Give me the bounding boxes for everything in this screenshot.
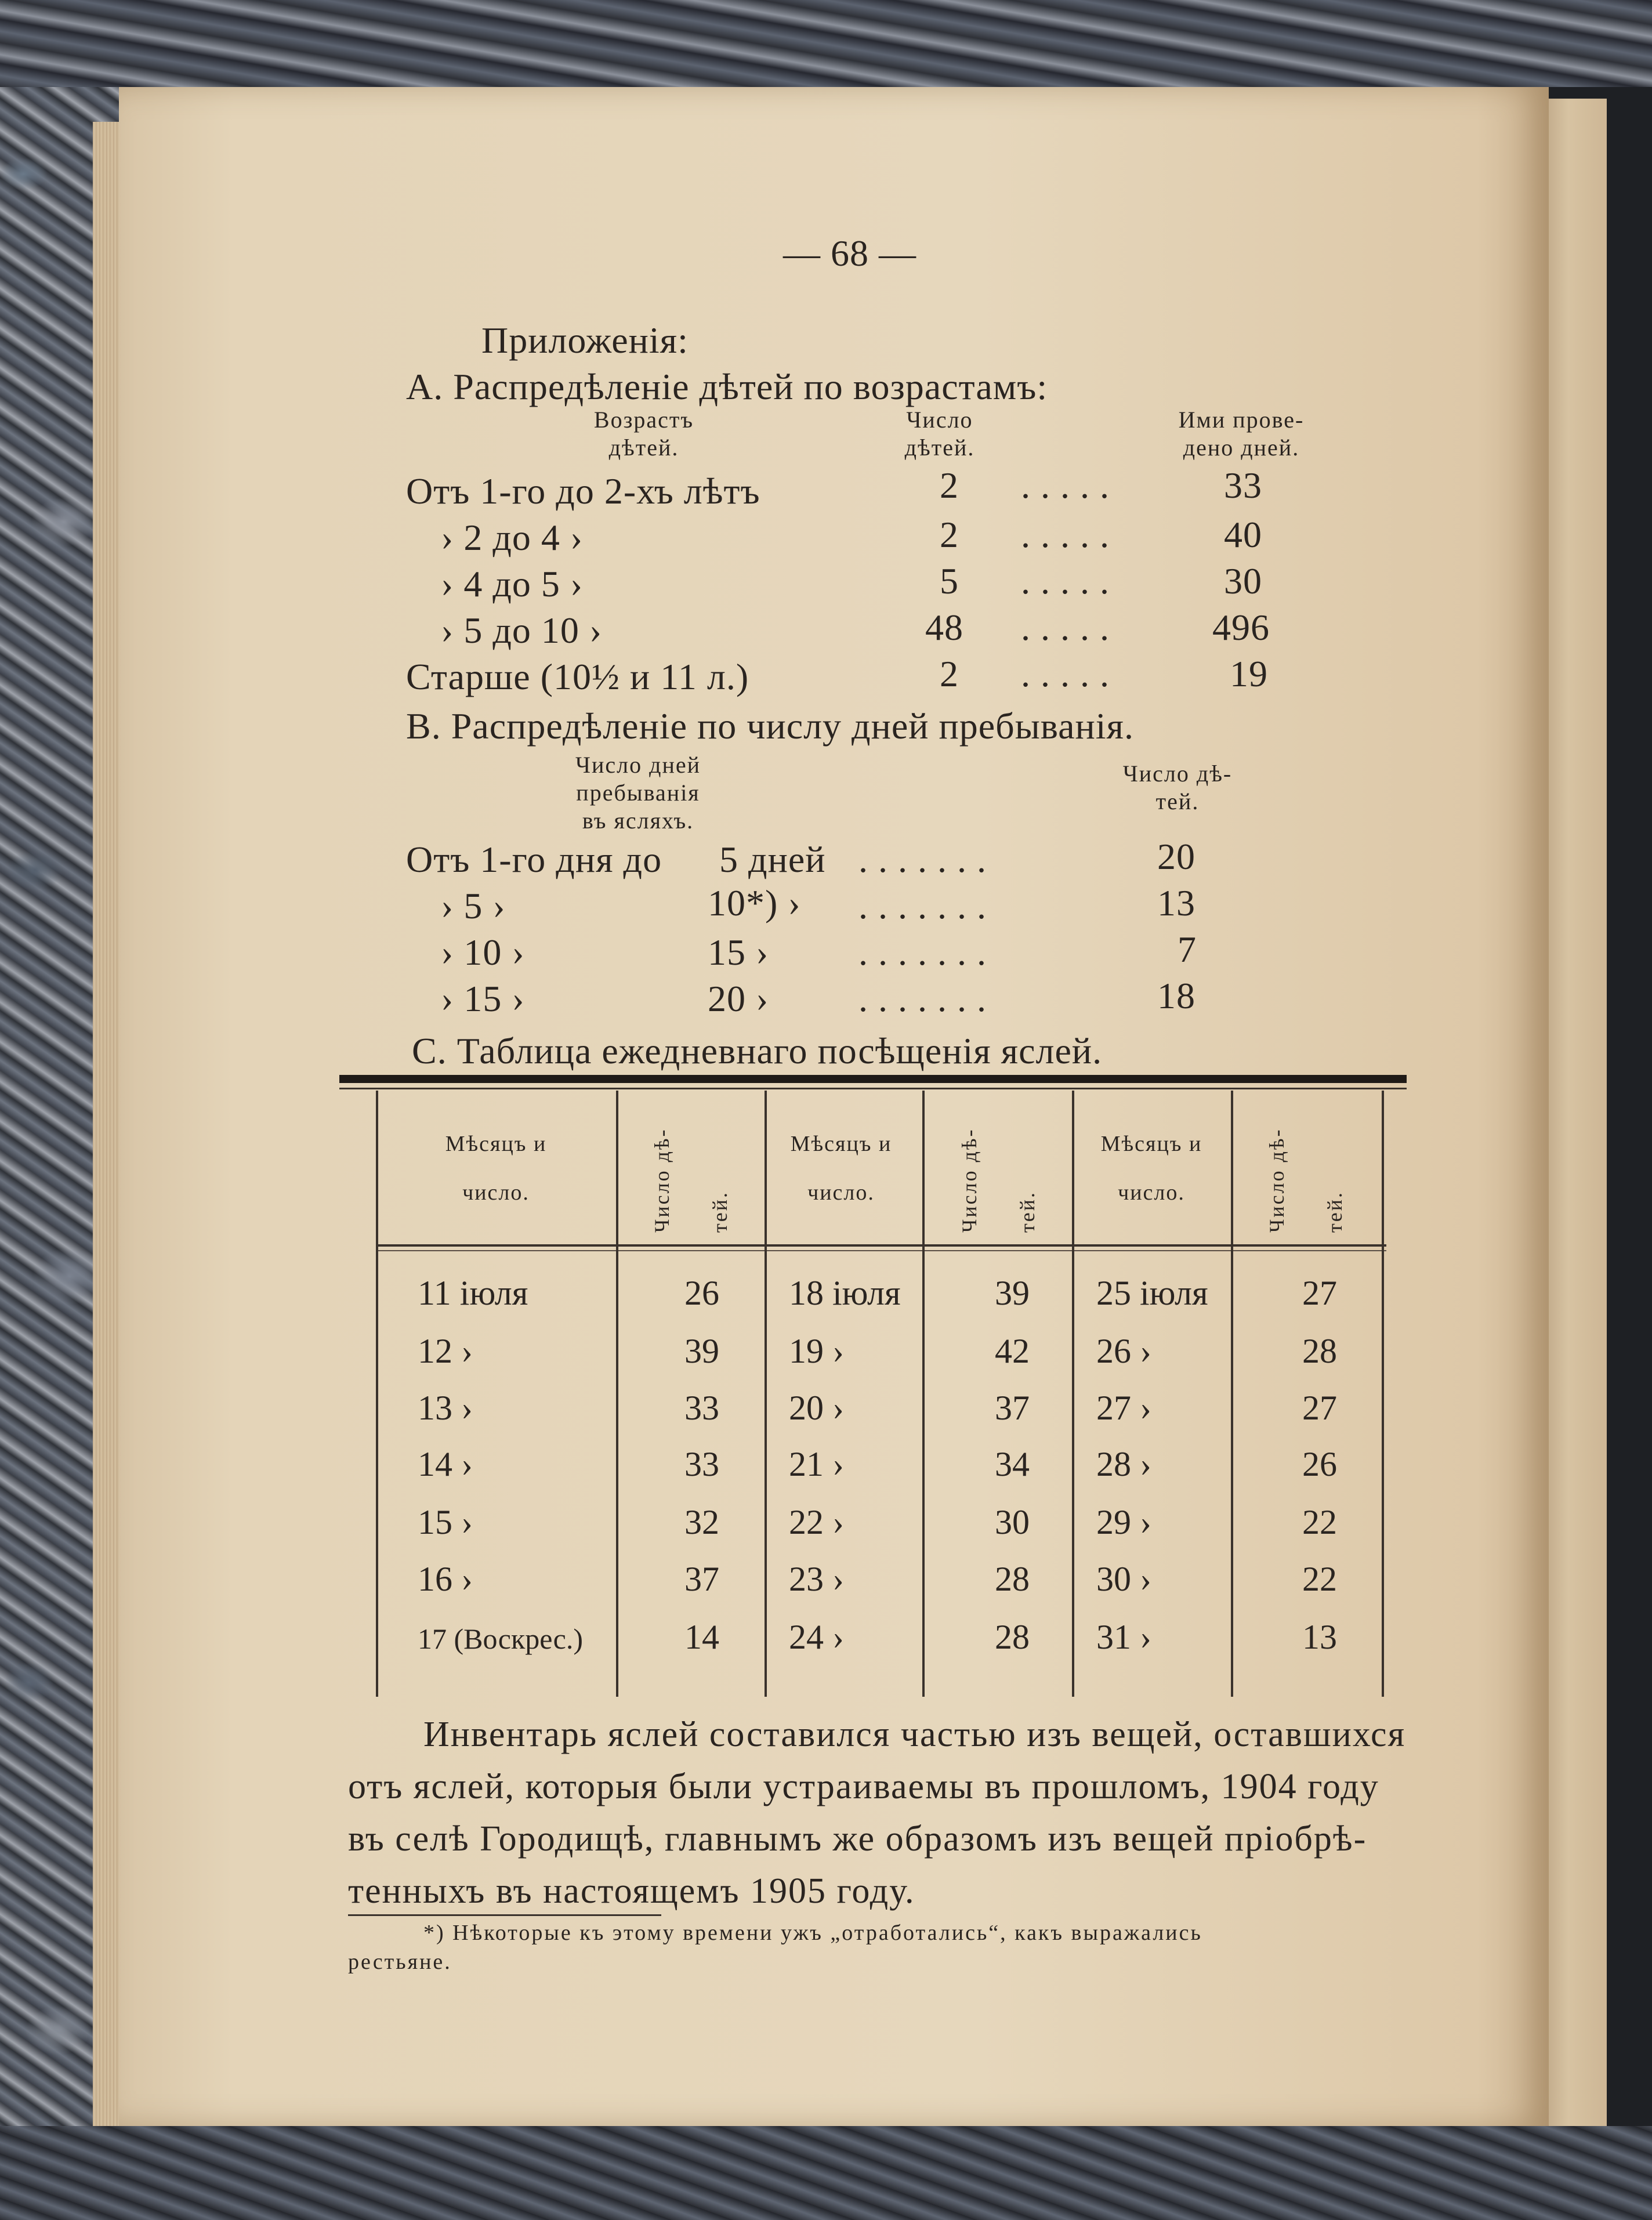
section-c-title: С. Таблица ежедневнаго посѣщенія яслей. <box>412 1030 1103 1071</box>
table-cell-count: 39 <box>684 1332 719 1370</box>
footnote-rule <box>348 1914 661 1916</box>
facing-page <box>1543 87 1652 2152</box>
table-cell-date: 22 › <box>789 1503 844 1541</box>
section-b-title: В. Распредѣленіе по числу дней пребыванія. <box>406 705 1134 747</box>
table-cell-count: 28 <box>995 1618 1030 1656</box>
paragraph-line: отъ яслей, которыя были устраиваемы въ прошломъ, 1904 году <box>348 1767 1379 1806</box>
table-cell-count: 32 <box>684 1503 719 1541</box>
table-cell-count: 33 <box>684 1389 719 1427</box>
table-cell-date: 24 › <box>789 1618 844 1656</box>
table-header-count: Число дѣ- <box>650 1128 673 1233</box>
table-header-rule-thin <box>377 1250 1386 1251</box>
section-b-header-days: Число дней пребыванія въ ясляхъ. <box>575 752 701 834</box>
page-number: — 68 — <box>783 233 916 274</box>
table-cell-count: 28 <box>1302 1332 1337 1370</box>
table-vline <box>616 1091 618 1697</box>
table-cell-count: 37 <box>684 1560 719 1598</box>
table-cell-date: 15 › <box>418 1503 473 1541</box>
table-cell-count: 34 <box>995 1445 1030 1483</box>
table-cell-date: 12 › <box>418 1332 473 1370</box>
table-cell-count: 37 <box>995 1389 1030 1427</box>
section-b-header-count: Число дѣ- тей. <box>1122 760 1233 814</box>
table-cell-count: 26 <box>684 1274 719 1312</box>
table-cell-count: 27 <box>1302 1274 1337 1312</box>
table-header-month: Мѣсяцъ и число. <box>445 1132 547 1205</box>
table-header-count: тей. <box>708 1191 731 1233</box>
table-cell-count: 26 <box>1302 1445 1337 1483</box>
section-a-header-children: Число дѣтей. <box>904 407 975 461</box>
section-a-title: А. Распредѣленіе дѣтей по возрастамъ: <box>406 366 1048 407</box>
table-cell-date: 17 (Воскрес.) <box>418 1623 584 1655</box>
appendix-title: Приложенія: <box>481 320 689 361</box>
table-cell-date: 16 › <box>418 1560 473 1598</box>
footnote-line: *) Нѣкоторые къ этому времени ужъ „отработались“, какъ выражались <box>423 1921 1202 1945</box>
table-header-count: тей. <box>1016 1191 1039 1233</box>
table-cell-date: 30 › <box>1096 1560 1151 1598</box>
footnote-line: рестьяне. <box>348 1950 452 1974</box>
table-cell-count: 28 <box>995 1560 1030 1598</box>
table-cell-date: 23 › <box>789 1560 844 1598</box>
table-header-count: Число дѣ- <box>958 1128 981 1233</box>
table-header-month: Мѣсяцъ и число. <box>1100 1132 1202 1205</box>
section-a-header-days: Ими прове- дено дней. <box>1178 407 1305 461</box>
paragraph-line: въ селѣ Городищѣ, главнымъ же образомъ изъ вещей пріобрѣ- <box>348 1819 1367 1859</box>
paragraph-line: тенныхъ въ настоящемъ 1905 году. <box>348 1871 915 1911</box>
paragraph-line: Инвентарь яслей составился частью изъ вещей, оставшихся <box>423 1715 1406 1754</box>
table-top-rule-thin <box>339 1088 1407 1089</box>
table-cell-date: 18 іюля <box>789 1274 901 1312</box>
table-cell-date: 19 › <box>789 1332 844 1370</box>
table-cell-count: 39 <box>995 1274 1030 1312</box>
table-cell-date: 27 › <box>1096 1389 1151 1427</box>
table-header-rule <box>377 1244 1386 1247</box>
table-cell-date: 28 › <box>1096 1445 1151 1483</box>
table-cell-count: 42 <box>995 1332 1030 1370</box>
table-vline <box>1382 1091 1384 1697</box>
table-cell-count: 22 <box>1302 1503 1337 1541</box>
table-cell-count: 22 <box>1302 1560 1337 1598</box>
table-cell-date: 14 › <box>418 1445 473 1483</box>
table-cell-count: 27 <box>1302 1389 1337 1427</box>
table-cell-date: 11 іюля <box>418 1274 528 1312</box>
cover-top-edge <box>0 0 1652 87</box>
table-cell-count: 33 <box>684 1445 719 1483</box>
section-a-header-age: Возрастъ дѣтей. <box>593 407 694 461</box>
table-cell-date: 26 › <box>1096 1332 1151 1370</box>
table-header-count: тей. <box>1323 1191 1346 1233</box>
table-cell-date: 25 іюля <box>1096 1274 1208 1312</box>
table-cell-count: 30 <box>995 1503 1030 1541</box>
cover-bottom-edge <box>0 2126 1652 2220</box>
table-cell-date: 31 › <box>1096 1618 1151 1656</box>
table-header-month: Мѣсяцъ и число. <box>790 1132 892 1205</box>
table-cell-date: 13 › <box>418 1389 473 1427</box>
table-top-rule <box>339 1075 1407 1083</box>
table-header-count: Число дѣ- <box>1265 1128 1288 1233</box>
table-cell-date: 20 › <box>789 1389 844 1427</box>
table-cell-count: 13 <box>1302 1618 1337 1656</box>
table-cell-date: 21 › <box>789 1445 844 1483</box>
table-cell-date: 29 › <box>1096 1503 1151 1541</box>
table-vline <box>376 1091 378 1697</box>
table-cell-count: 14 <box>684 1618 719 1656</box>
